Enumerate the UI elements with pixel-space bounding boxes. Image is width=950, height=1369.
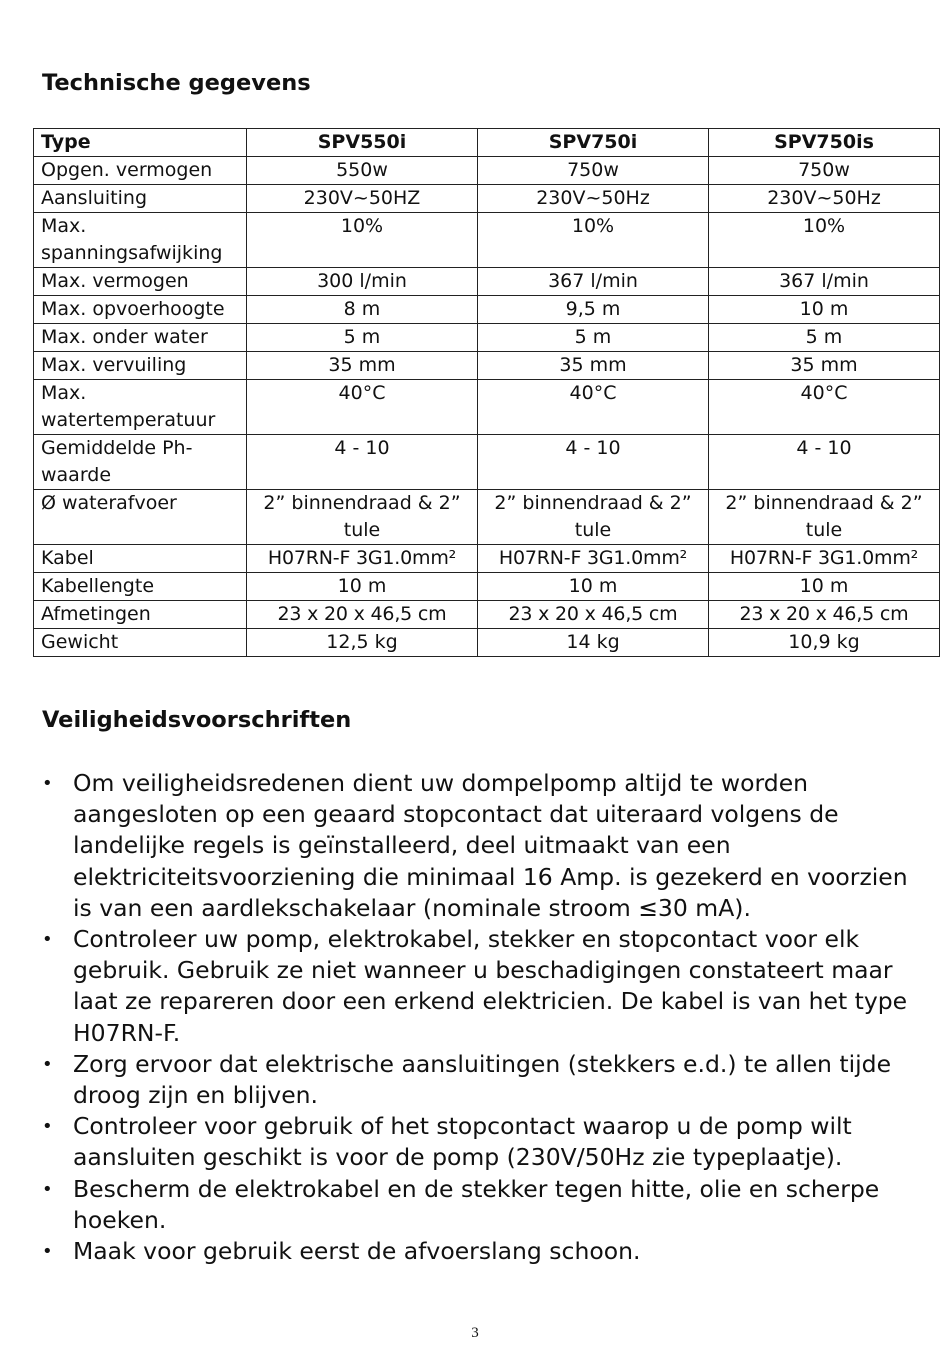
table-row — [34, 490, 940, 545]
table-row — [34, 629, 940, 657]
row-label-cell: Max. vermogen — [34, 268, 247, 296]
table-cell: 10% — [709, 213, 940, 268]
row-label-cell: Ø waterafvoer — [34, 490, 247, 545]
table-cell: 10 m — [478, 573, 709, 601]
table-cell: 2” binnendraad & 2” tule — [709, 490, 940, 545]
table-cell: 23 x 20 x 46,5 cm — [709, 601, 940, 629]
list-item-text: Maak voor gebruik eerst de afvoerslang schoon. — [73, 1237, 641, 1266]
table-cell: 10 m — [247, 573, 478, 601]
table-cell: 40°C — [709, 380, 940, 435]
table-row — [34, 352, 940, 380]
bullet-icon: • — [42, 773, 53, 794]
table-header-cell: SPV750is — [709, 129, 940, 157]
table-cell: 8 m — [247, 296, 478, 324]
bullet-icon: • — [42, 1241, 53, 1263]
table-cell: 14 kg — [478, 629, 709, 657]
list-item-text: Om veiligheidsredenen dient uw dompelpomp altijd te worden aangesloten op een geaard stopcontact dat uiteraard volgens de landelijke regels is geïnstalleerd, deel uitmaakt van een elektriciteitsvoorziening die minimaal 16 Amp. is gezekerd en voorzien is van een aardlekschakelaar (nominale stroom ≤30 mA). — [73, 769, 908, 922]
table-header-row — [34, 129, 940, 157]
table-cell: H07RN-F 3G1.0mm² — [478, 545, 709, 573]
list-item-text: Zorg ervoor dat elektrische aansluitingen (stekkers e.d.) te allen tijde droog zijn en blijven. — [73, 1049, 892, 1110]
list-item — [42, 1049, 922, 1111]
table-cell: 4 - 10 — [709, 435, 940, 490]
page-number: 3 — [471, 1325, 479, 1341]
safety-list — [42, 768, 922, 1267]
list-item — [42, 1111, 922, 1173]
table-header-cell: SPV750i — [478, 129, 709, 157]
table-cell: 5 m — [478, 324, 709, 352]
row-label-cell: Kabel — [34, 545, 247, 573]
bullet-icon: • — [42, 1053, 53, 1075]
list-item-text: Controleer uw pomp, elektrokabel, stekker en stopcontact voor elk gebruik. Gebruik ze niet wanneer u beschadigingen constateert maar laat ze repareren door een erkend elektricien. De kabel is van het type H07RN-F. — [73, 925, 908, 1047]
table-cell: 10,9 kg — [709, 629, 940, 657]
row-label-cell: Gewicht — [34, 629, 247, 657]
table-cell: 12,5 kg — [247, 629, 478, 657]
row-label-cell: Max. vervuiling — [34, 352, 247, 380]
table-row — [34, 213, 940, 268]
table-cell: 750w — [478, 157, 709, 185]
list-item — [42, 768, 922, 924]
table-cell: 35 mm — [709, 352, 940, 380]
table-cell: 230V~50HZ — [247, 185, 478, 213]
table-header-cell: SPV550i — [247, 129, 478, 157]
table-cell: 5 m — [709, 324, 940, 352]
bullet-icon: • — [42, 1116, 53, 1138]
table-cell: 10 m — [709, 296, 940, 324]
table-cell: 10 m — [709, 573, 940, 601]
table-cell: 2” binnendraad & 2” tule — [478, 490, 709, 545]
table-row — [34, 573, 940, 601]
list-item — [42, 1236, 922, 1267]
list-item — [42, 1174, 922, 1236]
table-cell: 9,5 m — [478, 296, 709, 324]
table-cell: 40°C — [478, 380, 709, 435]
table-cell: 750w — [709, 157, 940, 185]
table-header-cell: Type — [34, 129, 247, 157]
row-label-cell: Aansluiting — [34, 185, 247, 213]
table-cell: H07RN-F 3G1.0mm² — [709, 545, 940, 573]
table-row — [34, 380, 940, 435]
table-cell: 2” binnendraad & 2” tule — [247, 490, 478, 545]
row-label-cell: Max. spanningsafwijking — [34, 213, 247, 268]
table-row — [34, 157, 940, 185]
row-label-cell: Opgen. vermogen — [34, 157, 247, 185]
table-cell: 23 x 20 x 46,5 cm — [247, 601, 478, 629]
table-cell: 35 mm — [478, 352, 709, 380]
table-cell: 23 x 20 x 46,5 cm — [478, 601, 709, 629]
table-cell: 10% — [478, 213, 709, 268]
table-row — [34, 268, 940, 296]
table-cell: H07RN-F 3G1.0mm² — [247, 545, 478, 573]
table-cell: 10% — [247, 213, 478, 268]
table-row — [34, 296, 940, 324]
row-label-cell: Kabellengte — [34, 573, 247, 601]
technical-data-table — [33, 128, 940, 657]
bullet-icon: • — [42, 1178, 53, 1200]
table-row — [34, 324, 940, 352]
table-row — [34, 435, 940, 490]
list-item-text: Bescherm de elektrokabel en de stekker tegen hitte, olie en scherpe hoeken. — [73, 1174, 880, 1234]
table-cell: 40°C — [247, 380, 478, 435]
table-cell: 230V~50Hz — [478, 185, 709, 213]
bullet-icon: • — [42, 929, 53, 951]
table-cell: 367 l/min — [709, 268, 940, 296]
row-label-cell: Gemiddelde Ph-waarde — [34, 435, 247, 490]
row-label-cell: Max. opvoerhoogte — [34, 296, 247, 324]
table-cell: 4 - 10 — [247, 435, 478, 490]
table-cell: 5 m — [247, 324, 478, 352]
row-label-cell: Afmetingen — [34, 601, 247, 629]
table-cell: 367 l/min — [478, 268, 709, 296]
row-label-cell: Max. onder water — [34, 324, 247, 352]
table-cell: 230V~50Hz — [709, 185, 940, 213]
table-row — [34, 545, 940, 573]
table-cell: 4 - 10 — [478, 435, 709, 490]
table-cell: 300 l/min — [247, 268, 478, 296]
table-row — [34, 601, 940, 629]
table-cell: 35 mm — [247, 352, 478, 380]
table-cell: 550w — [247, 157, 478, 185]
table-row — [34, 185, 940, 213]
list-item — [42, 924, 922, 1049]
list-item-text: Controleer voor gebruik of het stopcontact waarop u de pomp wilt aansluiten geschikt is voor de pomp (230V/50Hz zie typeplaatje). — [73, 1112, 852, 1172]
technical-data-heading: Technische gegevens — [42, 70, 311, 96]
row-label-cell: Max. watertemperatuur — [34, 380, 247, 435]
safety-heading: Veiligheidsvoorschriften — [42, 707, 352, 733]
